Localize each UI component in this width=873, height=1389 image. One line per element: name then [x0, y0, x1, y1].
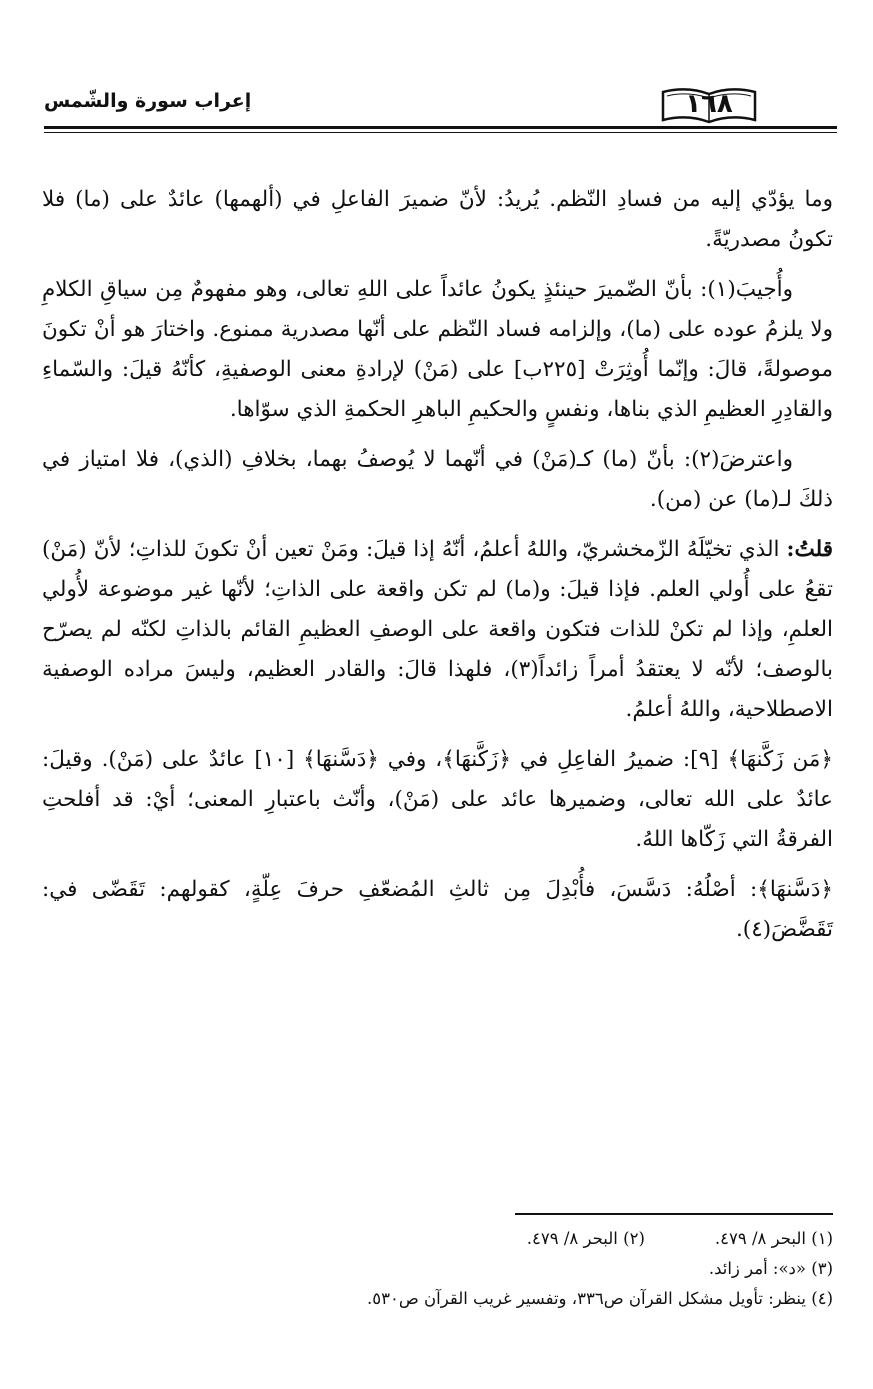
header-rule-thick	[44, 126, 837, 129]
page-number: ١٦٨	[685, 89, 733, 119]
qultu-lead: قلتُ:	[786, 537, 833, 562]
paragraph-3: واعترضَ(٢): بأنّ (ما) كـ(مَنْ) في أنّهما لا يُوصفُ بهما، بخلافِ (الذي)، فلا امتياز في ذلكَ لـ(ما) عن (من).	[42, 447, 833, 512]
paragraph-1: وما يؤدّي إليه من فسادِ النّظم. يُريدُ: لأنّ ضميرَ الفاعلِ في (ألهمها) عائدٌ على (ما) فلا تكونُ مصدريّةً.	[42, 187, 833, 252]
paragraph-5: ﴿مَن زَكَّنهَا﴾ [٩]: ضميرُ الفاعِلِ في ﴿زَكَّنهَا﴾، وفي ﴿دَسَّنهَا﴾ [١٠] عائدٌ على (مَنْ). وقيلَ: عائدٌ على الله تعالى، وضميرها عائد على (مَنْ)، وأنّث باعتبارِ المعنى؛ أيْ: قد أفلحتِ الفرقةُ التي زَكّاها اللهُ.	[42, 747, 834, 852]
footnote-1: (١) البحر ٨/ ٤٧٩.	[714, 1229, 833, 1248]
footnote-separator	[515, 1213, 833, 1215]
paragraph-4-text: الذي تخيّلَهُ الزّمخشريّ، واللهُ أعلمُ، أنّهُ إذا قيلَ: ومَنْ تعين أنْ تكونَ للذاتِ؛ لأنّ (مَنْ) تقعُ على أُولي العلم. فإذا قيلَ: و(ما) لم تكن واقعة على الذاتِ؛ لأنّها غير موضوعة لأُولي العلمِ، وإذا لم تكنْ للذات فتكون واقعة على الوصفِ العظيمِ القائم بالذاتِ لكنّه لم يصرّح بالوصف؛ لأنّه لا يعتقدُ أمراً زائداً(٣)، فلهذا قالَ: والقادر العظيم، وليسَ مراده الوصفية الاصطلاحية، واللهُ أعلمُ.	[42, 537, 834, 722]
paragraph-4	[42, 530, 833, 730]
running-title: إعراب سورة والشّمس	[44, 90, 252, 112]
paragraph-6: ﴿دَسَّنهَا﴾: أصْلُهُ: دَسَّسَ، فأُبْدِلَ مِن ثالثِ المُضعّفِ حرفَ عِلّةٍ، كقولهم: تَقَضّى في: تَقَضَّضَ(٤).	[42, 877, 833, 942]
header-rule-thin	[44, 132, 837, 133]
footnote-2: (٢) البحر ٨/ ٤٧٩.	[526, 1229, 645, 1248]
page-number-badge	[659, 86, 759, 124]
footnote-4: (٤) ينظر: تأويل مشكل القرآن ص٣٣٦، وتفسير غريب القرآن ص٥٣٠.	[367, 1289, 833, 1308]
main-text	[42, 180, 833, 960]
footnotes	[42, 1224, 833, 1314]
paragraph-2: وأُجيبَ(١): بأنّ الضّميرَ حينئذٍ يكونُ عائداً على اللهِ تعالى، وهو مفهومٌ مِن سياقِ الكلامِ ولا يلزمُ عوده على (ما)، وإلزامه فساد النّظم على أنّها مصدرية ممنوع. واختارَ هو أنْ تكونَ موصولةً، قالَ: وإنّما أُوثِرَتْ [٢٢٥ب] على (مَنْ) لإرادةِ معنى الوصفيةِ، كأنّهُ قيلَ: والسّماءِ والقادِرِ العظيمِ الذي بناها، ونفسٍ والحكيمِ الباهرِ الحكمةِ الذي سوّاها.	[42, 277, 834, 422]
footnote-3: (٣) «د»: أمر زائد.	[708, 1259, 833, 1278]
page-header	[44, 80, 837, 140]
